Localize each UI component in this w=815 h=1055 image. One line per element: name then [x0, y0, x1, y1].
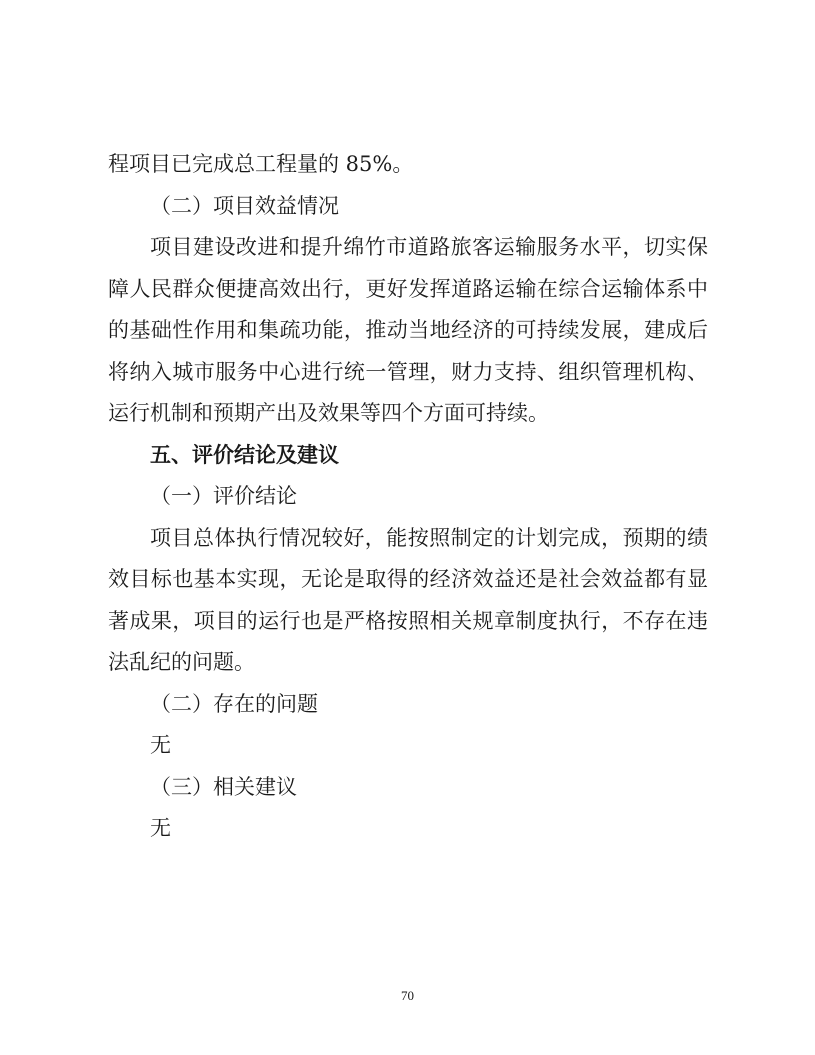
benefits-paragraph-line-4: 将纳入城市服务中心进行统一管理，财力支持、组织管理机构、 [108, 360, 708, 384]
conclusion-paragraph-line-1: 项目总体执行情况较好，能按照制定的计划完成，预期的绩 [150, 526, 708, 550]
conclusion-paragraph-line-2: 效目标也基本实现，无论是取得的经济效益还是社会效益都有显 [108, 567, 708, 591]
subheading-related-suggestions: （三）相关建议 [150, 775, 297, 799]
subheading-evaluation-conclusion: （一）评价结论 [150, 484, 297, 508]
conclusion-paragraph-line-3: 著成果，项目的运行也是严格按照相关规章制度执行，不存在违 [108, 609, 708, 633]
page-number: 70 [401, 988, 414, 1003]
paragraph-continuation-line: 程项目已完成总工程量的 85%。 [108, 152, 414, 176]
benefits-paragraph-line-2: 障人民群众便捷高效出行，更好发挥道路运输在综合运输体系中 [108, 277, 708, 301]
conclusion-paragraph-line-4: 法乱纪的问题。 [108, 650, 255, 674]
subheading-existing-problems: （二）存在的问题 [150, 692, 318, 716]
benefits-paragraph-line-3: 的基础性作用和集疏功能，推动当地经济的可持续发展，建成后 [108, 318, 708, 342]
suggestions-text: 无 [150, 816, 171, 840]
problems-text: 无 [150, 733, 171, 757]
section-heading-conclusion: 五、评价结论及建议 [150, 443, 339, 467]
subheading-project-benefits: （二）项目效益情况 [150, 194, 339, 218]
benefits-paragraph-line-1: 项目建设改进和提升绵竹市道路旅客运输服务水平，切实保 [150, 235, 708, 259]
benefits-paragraph-line-5: 运行机制和预期产出及效果等四个方面可持续。 [108, 401, 549, 425]
